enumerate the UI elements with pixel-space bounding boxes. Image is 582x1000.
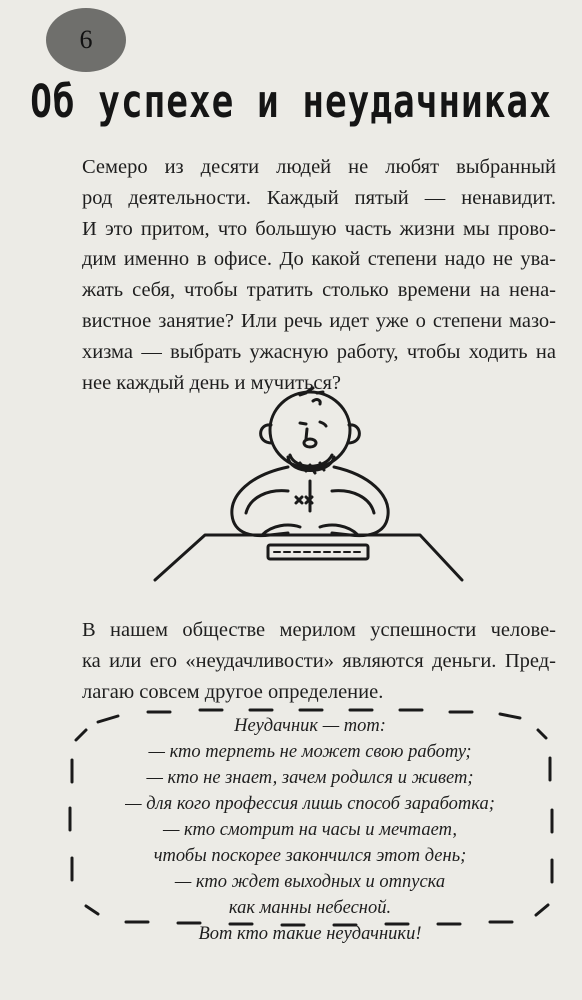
definition-line: как манны небесной. — [228, 898, 392, 918]
paragraph-line: вистное занятие? Или речь идет уже о степени мазо- — [82, 309, 556, 332]
paragraph-1 — [82, 152, 556, 398]
paragraph-line: род деятельности. Каждый пятый — ненавидит. — [82, 186, 556, 209]
paragraph-line: Семеро из десяти людей не любят выбранный — [82, 156, 556, 178]
paragraph-line: нее каждый день и мучиться? — [82, 371, 342, 394]
paragraph-line: хизма — выбрать ужасную работу, чтобы ходить на — [82, 340, 556, 363]
chapter-title: Об успехе и неудачниках — [30, 76, 552, 129]
definition-line: — кто смотрит на часы и мечтает, — [162, 820, 458, 840]
office-worker-illustration — [150, 385, 470, 595]
definition-line: чтобы поскорее закончился этот день; — [153, 846, 467, 866]
paragraph-line: лагаю совсем другое определение. — [82, 680, 384, 703]
definition-line: Вот кто такие неудачники! — [198, 924, 422, 944]
paragraph-line: ка или его «неудачливости» являются деньги. Пред- — [82, 649, 556, 672]
paragraph-line: жать себя, чтобы тратить столько времени на нена- — [82, 279, 556, 302]
definition-line: — для кого профессия лишь способ заработка; — [125, 794, 495, 814]
paragraph-line: дим именно в офисе. До какой степени надо не ува- — [82, 248, 556, 271]
paragraph-line: В нашем обществе мерилом успешности челове- — [82, 619, 556, 641]
paragraph-2 — [82, 615, 556, 707]
failure-definition — [70, 713, 550, 947]
definition-line: Неудачник — тот: — [234, 716, 386, 736]
definition-line: — кто не знает, зачем родился и живет; — [146, 768, 474, 788]
definition-line: — кто ждет выходных и отпуска — [174, 872, 446, 892]
page-number: 6 — [79, 25, 93, 54]
definition-line: — кто терпеть не может свою работу; — [148, 742, 472, 762]
page-number-badge — [46, 8, 126, 72]
paragraph-line: И это притом, что большую часть жизни мы прово- — [82, 217, 556, 240]
